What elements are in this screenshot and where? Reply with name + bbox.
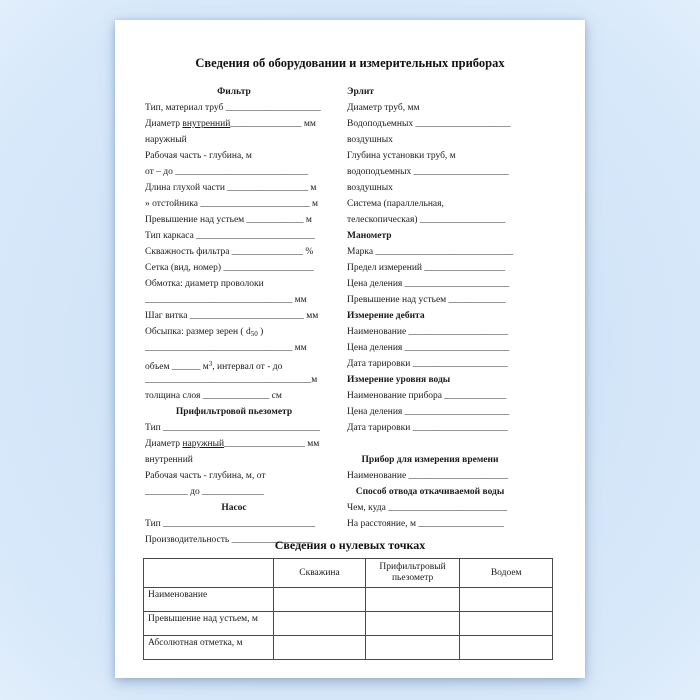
zero-points-table xyxy=(143,558,553,660)
subscript-50: 50 xyxy=(250,330,258,338)
label-suffix: , интервал от - до xyxy=(212,362,283,372)
line-excess-above-mouth: Превышение над устьем ____________ м xyxy=(145,215,312,225)
label-prefix: Обсыпка: размер зерен ( d xyxy=(145,327,251,337)
zero-points-title: Сведения о нулевых точках xyxy=(274,538,426,552)
table-cell xyxy=(274,636,366,660)
line-from-to: от – до ____________________________ xyxy=(145,167,309,177)
table-cell xyxy=(365,612,460,636)
line-working-part-depth: Рабочая часть - глубина, м xyxy=(145,151,252,161)
table-cell xyxy=(460,612,553,636)
line-blind-part-length: Длина глухой части _________________ м xyxy=(145,183,317,193)
page-title: Сведения об оборудовании и измерительных приборах xyxy=(195,56,505,70)
line-flow-scale-division: Цена деления ______________________ xyxy=(347,343,510,353)
section-header-piezometer: Прифильтровой пьезометр xyxy=(175,407,293,417)
line-manometer-scale-division: Цена деления ______________________ xyxy=(347,279,510,289)
line-diameter-inner xyxy=(145,116,323,132)
row-label-name: Наименование xyxy=(144,588,274,612)
line-air-depth: воздушных xyxy=(347,183,393,193)
spacer-line xyxy=(347,436,513,452)
table-row xyxy=(144,588,553,612)
line-system-telescopic: телескопическая) __________________ xyxy=(347,215,506,225)
label-suffix: ) xyxy=(257,327,264,337)
line-manometer-brand: Марка _____________________________ xyxy=(347,247,514,257)
line-diversion-what-where: Чем, куда _________________________ xyxy=(347,503,507,513)
line-coil-pitch: Шаг витка ________________________ мм xyxy=(145,311,319,321)
line-pump-type: Тип ________________________________ xyxy=(145,519,316,529)
row-label-excess: Превышение над устьем, м xyxy=(144,612,274,636)
section-header-water-level: Измерение уровня воды xyxy=(347,375,451,385)
table-cell xyxy=(365,636,460,660)
line-pipe-diameter: Диаметр труб, мм xyxy=(347,103,420,113)
line-flow-calibration-date: Дата тарировки ____________________ xyxy=(347,359,508,369)
line-flow-name: Наименование _____________________ xyxy=(347,327,509,337)
header-cell-empty xyxy=(144,559,274,588)
line-diversion-distance: На расстояние, м __________________ xyxy=(347,519,504,529)
left-column xyxy=(145,84,323,548)
line-sump: » отстойника _______________________ м xyxy=(145,199,318,209)
section-header-manometer: Манометр xyxy=(347,231,392,241)
line-layer-thickness: толщина слоя ______________ см xyxy=(145,391,282,401)
line-filter-porosity: Скважность фильтра _______________ % xyxy=(145,247,314,257)
table-row xyxy=(144,636,553,660)
line-interval-blank: ___________________________________м xyxy=(145,375,318,385)
line-volume-interval xyxy=(145,356,323,372)
table-cell xyxy=(274,588,366,612)
line-pump-capacity: Производительность _________________ xyxy=(145,535,313,545)
line-outer: наружный xyxy=(145,135,187,145)
section-header-water-diversion: Способ отвода откачиваемой воды xyxy=(355,487,505,497)
line-pipe-installation-depth: Глубина установки труб, м xyxy=(347,151,456,161)
right-column xyxy=(347,84,513,532)
underlined-word: внутренний xyxy=(182,119,231,129)
line-piezometer-working-part: Рабочая часть - глубина, м, от xyxy=(145,471,266,481)
label-prefix: Диаметр xyxy=(145,119,183,129)
line-air: воздушных xyxy=(347,135,393,145)
row-label-absolute-mark: Абсолютная отметка, м xyxy=(144,636,274,660)
section-header-airlift: Эрлит xyxy=(347,87,374,97)
line-inner: внутренний xyxy=(145,455,193,465)
label-prefix: объем ______ м xyxy=(145,362,209,372)
line-water-lifting-depth: водоподъемных ____________________ xyxy=(347,167,509,177)
section-header-time-device: Прибор для измерения времени xyxy=(361,455,499,465)
line-pipe-type-material: Тип, материал труб ____________________ xyxy=(145,103,321,113)
line-winding-blank: _______________________________ мм xyxy=(145,295,307,305)
table-cell xyxy=(460,636,553,660)
line-level-calibration-date: Дата тарировки ____________________ xyxy=(347,423,508,433)
label-prefix: Диаметр xyxy=(145,439,183,449)
line-grain-blank: _______________________________ мм xyxy=(145,343,307,353)
header-cell-well: Скважина xyxy=(274,559,366,588)
table-cell xyxy=(365,588,460,612)
line-measurement-limit: Предел измерений _________________ xyxy=(347,263,506,273)
document-page xyxy=(115,20,585,678)
line-manometer-excess: Превышение над устьем ____________ xyxy=(347,295,506,305)
line-piezometer-from-to: _________ до _____________ xyxy=(145,487,264,497)
header-cell-piezometer: Прифильтровый пьезометр xyxy=(365,559,460,588)
header-cell-reservoir: Водоем xyxy=(460,559,553,588)
superscript-3: 3 xyxy=(208,360,213,368)
line-winding-wire-diameter: Обмотка: диаметр проволоки xyxy=(145,279,264,289)
line-diameter-outer xyxy=(145,436,323,452)
table-cell xyxy=(274,612,366,636)
section-header-filter: Фильтр xyxy=(217,87,251,97)
section-header-flow-measurement: Измерение дебита xyxy=(347,311,425,321)
line-level-scale-division: Цена деления ______________________ xyxy=(347,407,510,417)
line-time-device-name: Наименование _____________________ xyxy=(347,471,509,481)
line-piezometer-type: Тип _________________________________ xyxy=(145,423,320,433)
line-system-parallel: Система (параллельная, xyxy=(347,199,444,209)
line-gravel-pack-grain-size xyxy=(145,324,323,340)
line-mesh: Сетка (вид, номер) ___________________ xyxy=(145,263,314,273)
section-header-pump: Насос xyxy=(221,503,247,513)
blank-field: _______________ мм xyxy=(230,119,316,129)
underlined-word: наружный xyxy=(182,439,225,449)
line-frame-type: Тип каркаса _________________________ xyxy=(145,231,315,241)
line-level-device-name: Наименование прибора _____________ xyxy=(347,391,507,401)
table-row xyxy=(144,612,553,636)
table-header-row xyxy=(144,559,553,588)
table-cell xyxy=(460,588,553,612)
line-water-lifting: Водоподъемных ____________________ xyxy=(347,119,511,129)
blank-field: _________________ мм xyxy=(224,439,320,449)
